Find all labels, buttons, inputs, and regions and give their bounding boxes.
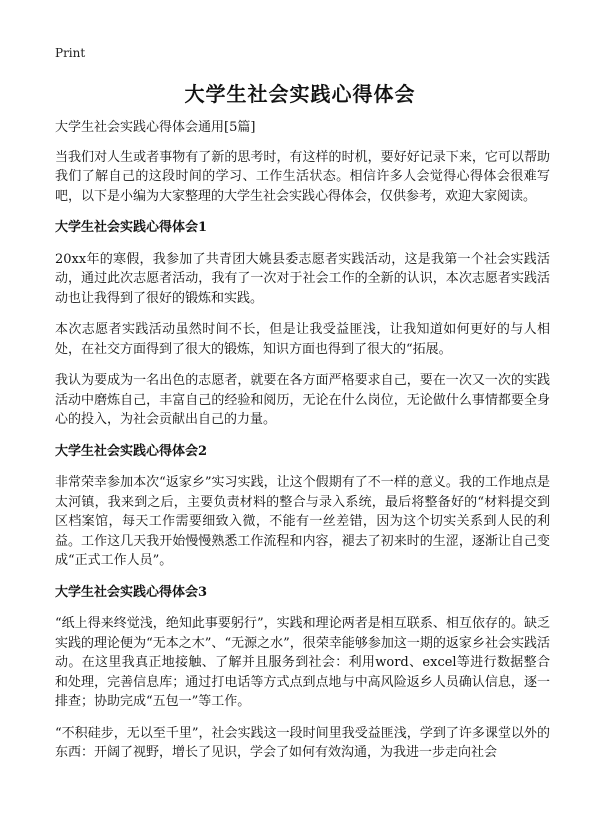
print-link[interactable]: Print bbox=[55, 46, 86, 60]
section-heading-3: 大学生社会实践心得体会3 bbox=[55, 584, 208, 600]
section-1-paragraph-1: 20xx年的寒假，我参加了共青团大姚县委志愿者实践活动，这是我第一个社会实践活动，通过此次志愿者活动，我有了一次对于社会工作的全新的认识，本次志愿者实践活动也让我得到了很好的锻炼和实践。 bbox=[55, 251, 550, 306]
intro-paragraph: 当我们对人生或者事物有了新的思考时，有这样的时机，要好好记录下来，它可以帮助我们了解自己的这段时间的学习、工作生活状态。相信许多人会觉得心得体会很难写吧，以下是小编为大家整理的大学生社会实践心得体会，仅供参考，欢迎大家阅读。 bbox=[55, 149, 550, 204]
section-1-paragraph-3: 我认为要成为一名出色的志愿者，就要在各方面严格要求自己，要在一次又一次的实践活动中磨炼自己，丰富自己的经验和阅历，无论在什么岗位，无论做什么事情都要全身心的投入，为社会贡献出自己的力量。 bbox=[55, 373, 550, 427]
document-title: 大学生社会实践心得体会 bbox=[184, 82, 416, 106]
section-2-paragraph-1: 非常荣幸参加本次“返家乡”实习实践，让这个假期有了不一样的意义。我的工作地点是太河镇，我来到之后，主要负责材料的整合与录入系统，最后将整备好的“材料提交到区档案馆，每天工作需要细致入微，不能有一丝差错，因为这个切实关系到人民的利益。工作这几天我开始慢慢熟悉工作流程和内容，褪去了初来时的生涩，逐渐让自己变成“正式工作人员”。 bbox=[55, 475, 550, 568]
section-heading-2: 大学生社会实践心得体会2 bbox=[55, 443, 208, 459]
document-subtitle: 大学生社会实践心得体会通用[5篇] bbox=[55, 120, 256, 135]
section-3-paragraph-2: “不积硅步，无以至千里”，社会实践这一段时间里我受益匪浅，学到了许多课堂以外的东西：开阔了视野，增长了见识，学会了如何有效沟通，为我进一步走向社会 bbox=[55, 725, 550, 760]
document-body bbox=[55, 118, 550, 775]
section-heading-1: 大学生社会实践心得体会1 bbox=[55, 220, 208, 235]
section-1-paragraph-2: 本次志愿者实践活动虽然时间不长，但是让我受益匪浅，让我知道如何更好的与人相处，在社交方面得到了很大的锻炼，知识方面也得到了很大的“拓展。 bbox=[55, 322, 550, 357]
section-3-paragraph-1: “纸上得来终觉浅，绝知此事要躬行”，实践和理论两者是相互联系、相互依存的。缺乏实践的理论便为“无本之木”、“无源之水”，很荣幸能够参加这一期的返家乡社会实践活动。在这里我真正地接触、了解并且服务到社会：利用word、excel等进行数据整合和处理，完善信息库；通过打电话等方式点到点地与中高风险返乡人员确认信息，逐一排查；协助完成“五包一”等工作。 bbox=[55, 616, 550, 709]
